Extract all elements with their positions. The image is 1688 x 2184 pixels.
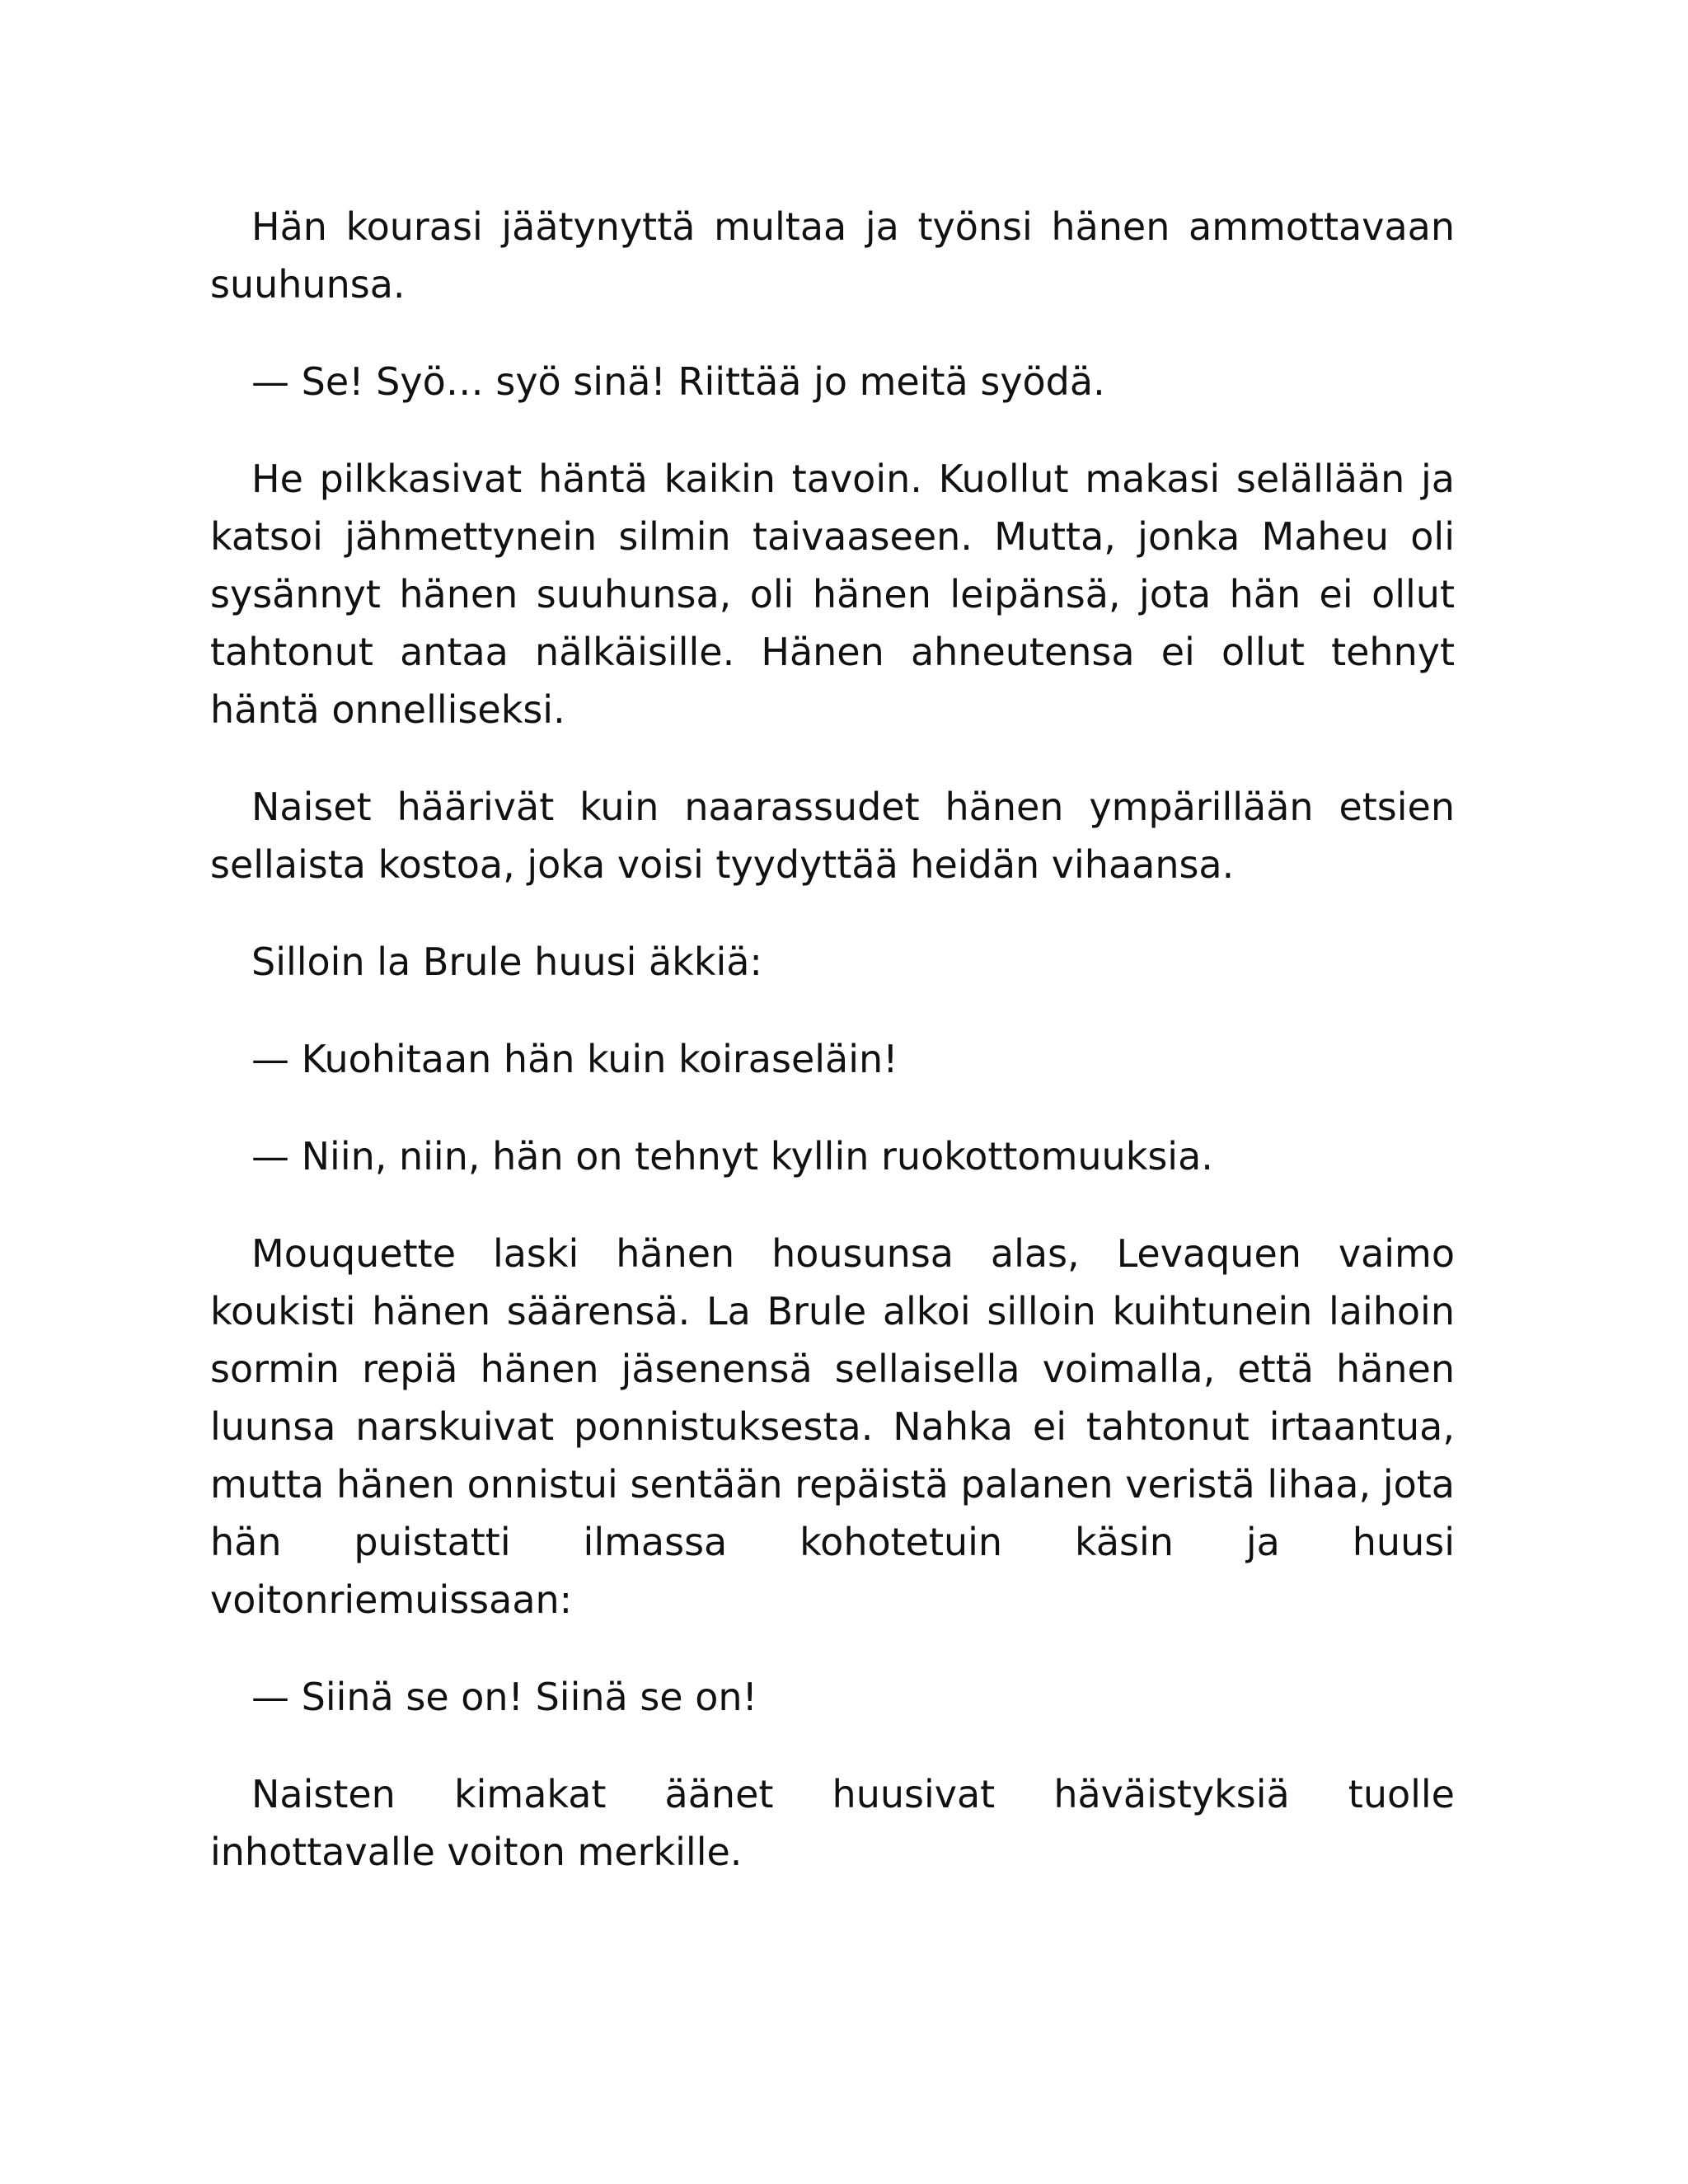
paragraph-3: He pilkkasivat häntä kaikin tavoin. Kuollut makasi selällään ja katsoi jähmettynein silmin taivaaseen. Mutta, jonka Maheu oli sysännyt hänen suuhunsa, oli hänen leipänsä, jota hän ei ollut tahtonut antaa nälkäisille. Hänen ahneutensa ei ollut tehnyt häntä onnelliseksi. — [210, 457, 1455, 732]
document-page — [210, 198, 1455, 1920]
paragraph-5: Silloin la Brule huusi äkkiä: — [251, 940, 762, 984]
paragraph-7-dialogue: — Niin, niin, hän on tehnyt kyllin ruokottomuuksia. — [251, 1134, 1213, 1179]
paragraph-2-dialogue: — Se! Syö… syö sinä! Riittää jo meitä syödä. — [251, 359, 1105, 404]
paragraph-8: Mouquette laski hänen housunsa alas, Levaquen vaimo koukisti hänen säärensä. La Brule alkoi silloin kuihtunein laihoin sormin repiä hänen jäsenensä sellaisella voimalla, että hänen luunsa narskuivat ponnistuksesta. Nahka ei tahtonut irtaantua, mutta hänen onnistui sentään repäistä palanen veristä lihaa, jota hän puistatti ilmassa kohotetuin käsin ja huusi voitonriemuissaan: — [210, 1231, 1455, 1622]
paragraph-9-dialogue: — Siinä se on! Siinä se on! — [251, 1675, 757, 1719]
paragraph-6-dialogue: — Kuohitaan hän kuin koiraseläin! — [251, 1037, 898, 1081]
paragraph-10: Naisten kimakat äänet huusivat häväistyksiä tuolle inhottavalle voiton merkille. — [210, 1772, 1455, 1874]
paragraph-1: Hän kourasi jäätynyttä multaa ja työnsi hänen ammottavaan suuhunsa. — [210, 204, 1455, 307]
paragraph-4: Naiset häärivät kuin naarassudet hänen ympärillään etsien sellaista kostoa, joka voisi tyydyttää heidän vihaansa. — [210, 785, 1455, 887]
